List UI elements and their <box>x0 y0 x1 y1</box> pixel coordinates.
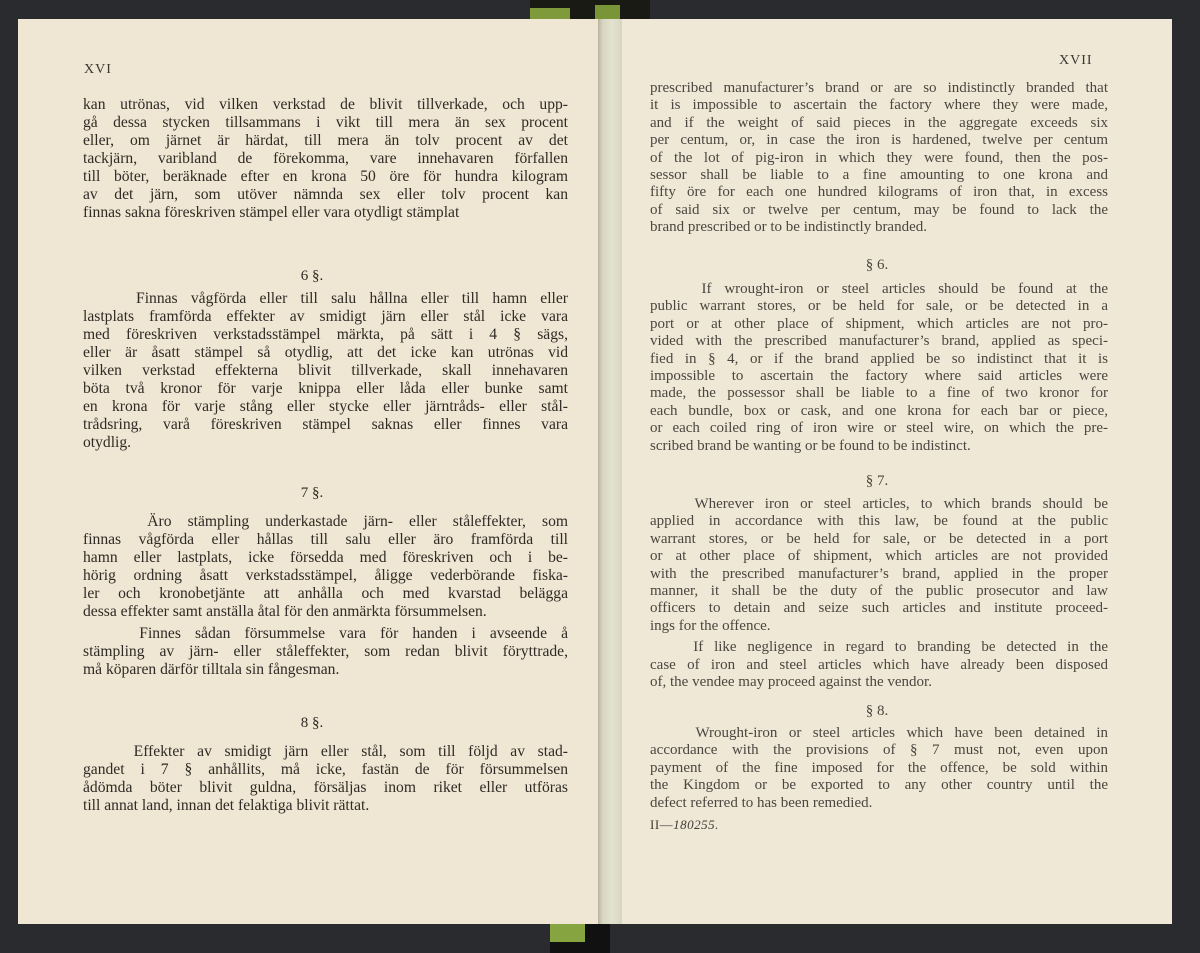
text-line: med föreskriven verkstadsstämpel märkta, på sätt i 4 § sägs, <box>83 326 568 343</box>
text-line: per centum, or, in case the iron is hardened, twelve per centum <box>650 132 1108 149</box>
text-line: finnas sakna föreskriven stämpel eller vara otydligt stämplat <box>83 204 460 221</box>
text-line: scribed brand be wanting or be found to be indistinct. <box>650 437 971 454</box>
text-line: defect referred to has been remedied. <box>650 794 873 811</box>
text-line: en krona för varje stång eller stycke eller järntråds- eller stål- <box>83 398 568 415</box>
text-line: hamn eller lastplats, icke försedda med föreskriven och i be- <box>83 549 568 566</box>
section-heading: 8 §. <box>300 715 324 731</box>
text-line: the Kingdom or be exported to any other country until the <box>650 777 1108 794</box>
text-line: otydlig. <box>83 434 132 451</box>
text-line: kan utrönas, vid vilken verkstad de blivit tillverkade, och upp- <box>83 96 568 113</box>
text-line: fifty öre for each one hundred kilograms of iron that, in excess <box>650 184 1108 201</box>
section-body <box>83 743 568 815</box>
section-body <box>650 725 1108 812</box>
text-line: each bundle, box or cask, and one krona for each bar or piece, <box>650 402 1108 419</box>
text-line: finnas vågförda eller hållas till salu eller äro framförda till <box>83 531 568 548</box>
text-line: ler och kronobetjänte att anhålla och med kvarstad belägga <box>83 585 568 602</box>
paragraph <box>650 639 1108 691</box>
paragraph <box>650 725 1108 812</box>
text-line: ings for the offence. <box>650 617 771 634</box>
paragraph <box>650 496 1108 635</box>
section-body <box>650 281 1108 455</box>
text-line: applied in accordance with this law, be found at the public <box>650 513 1108 530</box>
book-spine-top <box>530 0 650 19</box>
text-line: with the prescribed manufacturer’s brand, applied in the proper <box>650 565 1108 582</box>
text-line: it is impossible to ascertain the factory where they were made, <box>650 97 1108 114</box>
text-line: tackjärn, varibland de förekomma, vare innehavaren förfallen <box>83 150 568 167</box>
text-line: and if the weight of said pieces in the aggregate exceeds six <box>650 114 1108 131</box>
text-line: officers to detain and seize such articles and institute proceed- <box>650 600 1108 617</box>
section-body <box>83 290 568 452</box>
text-line: If wrought-iron or steel articles should be found at the <box>650 281 1108 297</box>
text-line: eller är åsatt stämpel så otydlig, att det icke kan utrönas vid <box>83 344 568 361</box>
signature-number: 180255. <box>673 817 719 832</box>
text-line: impossible to ascertain the factory where said articles were <box>650 367 1108 384</box>
paragraph <box>83 96 568 222</box>
text-line: lastplats framförda effekter av smidigt järn eller stål icke vara <box>83 308 568 325</box>
text-line: till annat land, innan det felaktiga blivit rättat. <box>83 797 370 814</box>
text-line: må köparen därför tilltala sin fångesman. <box>83 661 340 678</box>
paragraph <box>83 743 568 815</box>
text-line: or at other place of shipment, which articles are not provided <box>650 548 1108 565</box>
text-line: av det järn, som utöver nämnda sex eller tolv procent kan <box>83 186 568 203</box>
printer-signature <box>650 817 719 833</box>
page-number: XVI <box>84 62 112 77</box>
text-line: vided with the prescribed manufacturer’s brand, applied as speci- <box>650 333 1108 350</box>
text-line: case of iron and steel articles which have already been disposed <box>650 656 1108 673</box>
text-line: of the lot of pig-iron in which they were found, then the pos- <box>650 149 1108 166</box>
section-heading: § 8. <box>865 703 889 719</box>
text-line: Effekter av smidigt järn eller stål, som till följd av stad- <box>83 743 568 760</box>
paragraph <box>83 625 568 679</box>
text-line: payment of the fine imposed for the offence, be sold within <box>650 759 1108 776</box>
text-line: Wherever iron or steel articles, to which brands should be <box>650 496 1108 512</box>
text-line: hörig ordning åsatt verkstadsstämpel, åligge vederbörande fiska- <box>83 567 568 584</box>
text-line: prescribed manufacturer’s brand or are so indistinctly branded that <box>650 80 1108 96</box>
text-line: trådsring, varå föreskriven stämpel saknas eller finnes vara <box>83 416 568 433</box>
text-line: dessa effekter samt anställa åtal för den anmärkta försummelsen. <box>83 603 487 620</box>
text-line: Äro stämpling underkastade järn- eller ståleffekter, som <box>83 513 568 530</box>
text-line: brand prescribed or to be indistinctly branded. <box>650 219 928 236</box>
section-body <box>83 513 568 679</box>
paragraph <box>83 290 568 452</box>
text-line: Wrought-iron or steel articles which have been detained in <box>650 725 1108 741</box>
text-line: stämpling av järn- eller ståleffekter, som redan blivit föryttrade, <box>83 643 568 660</box>
signature-prefix: II— <box>650 817 674 832</box>
text-line: gandet i 7 § anhållits, må icke, fastän de för försummelsen <box>83 761 568 778</box>
text-line: fied in § 4, or if the brand applied be so indistinct that it is <box>650 350 1108 367</box>
text-line: manner, it shall be the duty of the public prosecutor and law <box>650 582 1108 599</box>
section-body <box>650 80 1108 237</box>
text-line: sessor shall be liable to a fine amounting to one krona and <box>650 166 1108 183</box>
text-line: of said six or twelve per centum, may be found to lack the <box>650 201 1108 218</box>
section-heading: 7 §. <box>300 485 324 501</box>
left-page <box>18 19 598 924</box>
paragraph <box>83 513 568 621</box>
text-line: ådömda böter blivit guldna, försäljas inom riket eller utföras <box>83 779 568 796</box>
text-line: Finnas vågförda eller till salu hållna eller till hamn eller <box>83 290 568 307</box>
text-line: till böter, beräknade efter en krona 50 öre för hundra kilogram <box>83 168 568 185</box>
section-heading: § 7. <box>865 473 889 489</box>
text-line: accordance with the provisions of § 7 must not, even upon <box>650 742 1108 759</box>
right-page <box>622 19 1172 924</box>
text-line: vilken verkstad effekterna blivit tillverkade, skall innehavaren <box>83 362 568 379</box>
text-line: If like negligence in regard to branding be detected in the <box>650 639 1108 656</box>
text-line: warrant stores, or be held for sale, or be detected in a port <box>650 530 1108 547</box>
text-line: or each coiled ring of iron wire or steel wire, on which the pre- <box>650 420 1108 437</box>
text-line: public warrant stores, or be held for sale, or be detected in a <box>650 298 1108 315</box>
book-gutter <box>598 19 622 924</box>
section-heading: § 6. <box>865 257 889 273</box>
text-line: eller, om järnet är härdat, till mera än tolv procent av det <box>83 132 568 149</box>
text-line: Finnes sådan försummelse vara för handen i avseende å <box>83 625 568 642</box>
page-number: XVII <box>1059 53 1093 68</box>
text-line: böta två kronor för varje knippa eller låda eller bunke samt <box>83 380 568 397</box>
section-body <box>83 96 568 222</box>
paragraph <box>650 80 1108 237</box>
text-line: port or at other place of shipment, which articles are not pro- <box>650 315 1108 332</box>
section-body <box>650 496 1108 691</box>
book-spine-bottom <box>550 924 610 953</box>
section-heading: 6 §. <box>300 268 324 284</box>
paragraph <box>650 281 1108 455</box>
text-line: made, the possessor shall be liable to a fine of two kronor for <box>650 385 1108 402</box>
text-line: of, the vendee may proceed against the vendor. <box>650 673 932 690</box>
text-line: gå dessa stycken tillsammans i vikt till mera än sex procent <box>83 114 568 131</box>
